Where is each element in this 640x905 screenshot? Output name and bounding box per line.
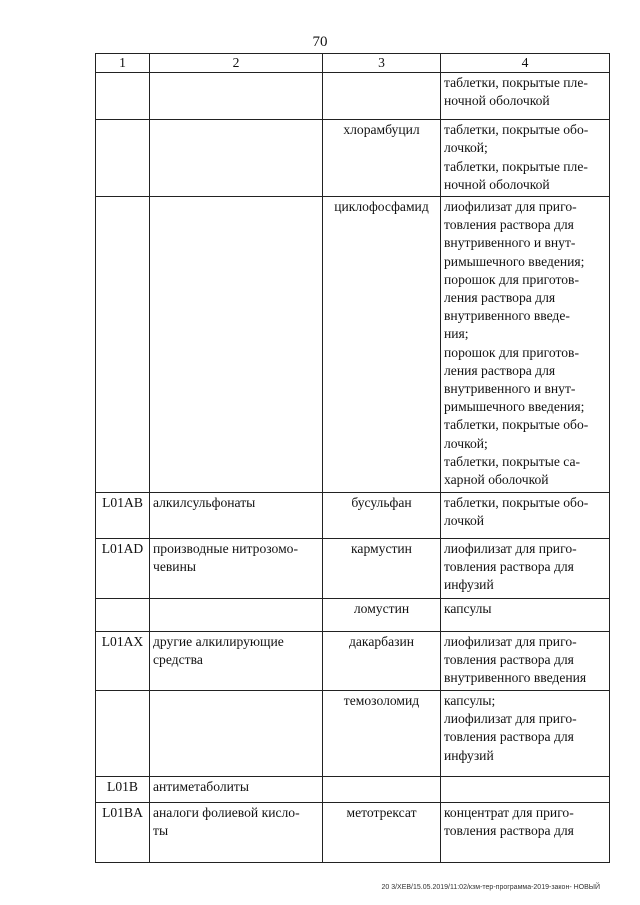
- group-name-line: антиметаболиты: [153, 779, 249, 795]
- dosage-form-line: концентрат для приго-: [444, 805, 574, 821]
- drug-name-cell: циклофосфамид: [323, 197, 441, 493]
- table-row: [96, 632, 610, 691]
- table-row: [96, 599, 610, 632]
- dosage-form-line: внутривенного и внут-: [444, 235, 576, 251]
- dosage-form-line: лиофилизат для приго-: [444, 711, 577, 727]
- dosage-form-line: таблетки, покрытые пле-: [444, 75, 588, 91]
- dosage-form-line: таблетки, покрытые са-: [444, 453, 581, 469]
- dosage-form-line: римышечного введения;: [444, 253, 585, 269]
- table-row: [96, 539, 610, 599]
- dosage-form-line: харной оболочкой: [444, 472, 549, 488]
- group-name-cell: [150, 803, 323, 863]
- group-name-line: производные нитрозомо-: [153, 541, 299, 557]
- atc-code-cell: L01B: [96, 777, 150, 803]
- group-name-line: другие алкилирующие: [153, 634, 284, 650]
- dosage-form-line: товления раствора для: [444, 652, 574, 668]
- dosage-form-line: порошок для приготов-: [444, 344, 579, 360]
- dosage-form-line: ления раствора для: [444, 362, 556, 378]
- dosage-form-line: лиофилизат для приго-: [444, 634, 577, 650]
- dosage-form-line: римышечного введения;: [444, 399, 585, 415]
- dosage-form-cell: [441, 691, 610, 777]
- dosage-form-line: лиофилизат для приго-: [444, 199, 577, 215]
- table-row: [96, 120, 610, 197]
- dosage-form-cell: [441, 73, 610, 120]
- group-name-cell: [150, 493, 323, 539]
- drug-table: [95, 53, 610, 863]
- table-row: [96, 73, 610, 120]
- atc-code-cell: [96, 120, 150, 197]
- dosage-form-line: лочкой;: [444, 435, 488, 451]
- dosage-form-line: внутривенного введе-: [444, 308, 570, 324]
- table-row: [96, 197, 610, 493]
- table-row: [96, 691, 610, 777]
- dosage-form-line: внутривенного введения: [444, 670, 587, 686]
- dosage-form-line: таблетки, покрытые обо-: [444, 122, 589, 138]
- drug-name-cell: темозоломид: [323, 691, 441, 777]
- dosage-form-line: ночной оболочкой: [444, 176, 550, 192]
- table-row: [96, 803, 610, 863]
- group-name-line: аналоги фолиевой кисло-: [153, 805, 300, 821]
- table-row: [96, 493, 610, 539]
- dosage-form-cell: [441, 599, 610, 632]
- drug-name-cell: ломустин: [323, 599, 441, 632]
- dosage-form-cell: [441, 539, 610, 599]
- dosage-form-line: товления раствора для: [444, 217, 574, 233]
- dosage-form-line: лиофилизат для приго-: [444, 541, 577, 557]
- dosage-form-line: инфузий: [444, 747, 494, 763]
- column-header: 3: [323, 54, 441, 73]
- dosage-form-line: порошок для приготов-: [444, 271, 579, 287]
- table-header-row: [96, 54, 610, 73]
- atc-code-cell: L01AX: [96, 632, 150, 691]
- dosage-form-line: ления раствора для: [444, 290, 556, 306]
- atc-code-cell: L01AB: [96, 493, 150, 539]
- dosage-form-line: лочкой;: [444, 140, 488, 156]
- group-name-cell: [150, 539, 323, 599]
- drug-name-cell: [323, 777, 441, 803]
- dosage-form-line: товления раствора для: [444, 823, 574, 839]
- group-name-cell: [150, 777, 323, 803]
- dosage-form-cell: [441, 803, 610, 863]
- dosage-form-line: капсулы: [444, 601, 492, 617]
- dosage-form-line: таблетки, покрытые обо-: [444, 417, 589, 433]
- atc-code-cell: [96, 73, 150, 120]
- dosage-form-line: ния;: [444, 326, 469, 342]
- atc-code-cell: L01AD: [96, 539, 150, 599]
- dosage-form-line: капсулы;: [444, 693, 496, 709]
- group-name-cell: [150, 599, 323, 632]
- dosage-form-cell: [441, 197, 610, 493]
- drug-name-cell: дакарбазин: [323, 632, 441, 691]
- group-name-line: средства: [153, 652, 203, 668]
- dosage-form-cell: [441, 777, 610, 803]
- footer-file-stamp: 20 3/ХЕВ/15.05.2019/11:02/кзм-тер-программа-2019-закон- НОВЫЙ: [381, 884, 600, 891]
- dosage-form-cell: [441, 120, 610, 197]
- atc-code-cell: L01BA: [96, 803, 150, 863]
- dosage-form-line: товления раствора для: [444, 729, 574, 745]
- group-name-cell: [150, 197, 323, 493]
- dosage-form-line: таблетки, покрытые пле-: [444, 158, 588, 174]
- drug-name-cell: метотрексат: [323, 803, 441, 863]
- dosage-form-cell: [441, 493, 610, 539]
- column-header: 1: [96, 54, 150, 73]
- group-name-line: алкилсульфонаты: [153, 495, 256, 511]
- group-name-cell: [150, 632, 323, 691]
- column-header: 2: [150, 54, 323, 73]
- drug-name-cell: хлорамбуцил: [323, 120, 441, 197]
- drug-name-cell: бусульфан: [323, 493, 441, 539]
- group-name-line: чевины: [153, 559, 196, 575]
- dosage-form-line: внутривенного и внут-: [444, 381, 576, 397]
- atc-code-cell: [96, 599, 150, 632]
- atc-code-cell: [96, 197, 150, 493]
- group-name-cell: [150, 73, 323, 120]
- group-name-line: ты: [153, 823, 169, 839]
- table-row: [96, 777, 610, 803]
- group-name-cell: [150, 120, 323, 197]
- dosage-form-line: лочкой: [444, 513, 485, 529]
- dosage-form-line: ночной оболочкой: [444, 93, 550, 109]
- group-name-cell: [150, 691, 323, 777]
- drug-name-cell: [323, 73, 441, 120]
- dosage-form-line: таблетки, покрытые обо-: [444, 495, 589, 511]
- drug-name-cell: кармустин: [323, 539, 441, 599]
- column-header: 4: [441, 54, 610, 73]
- dosage-form-line: товления раствора для: [444, 559, 574, 575]
- dosage-form-cell: [441, 632, 610, 691]
- page-number: 70: [312, 34, 328, 50]
- atc-code-cell: [96, 691, 150, 777]
- dosage-form-line: инфузий: [444, 577, 494, 593]
